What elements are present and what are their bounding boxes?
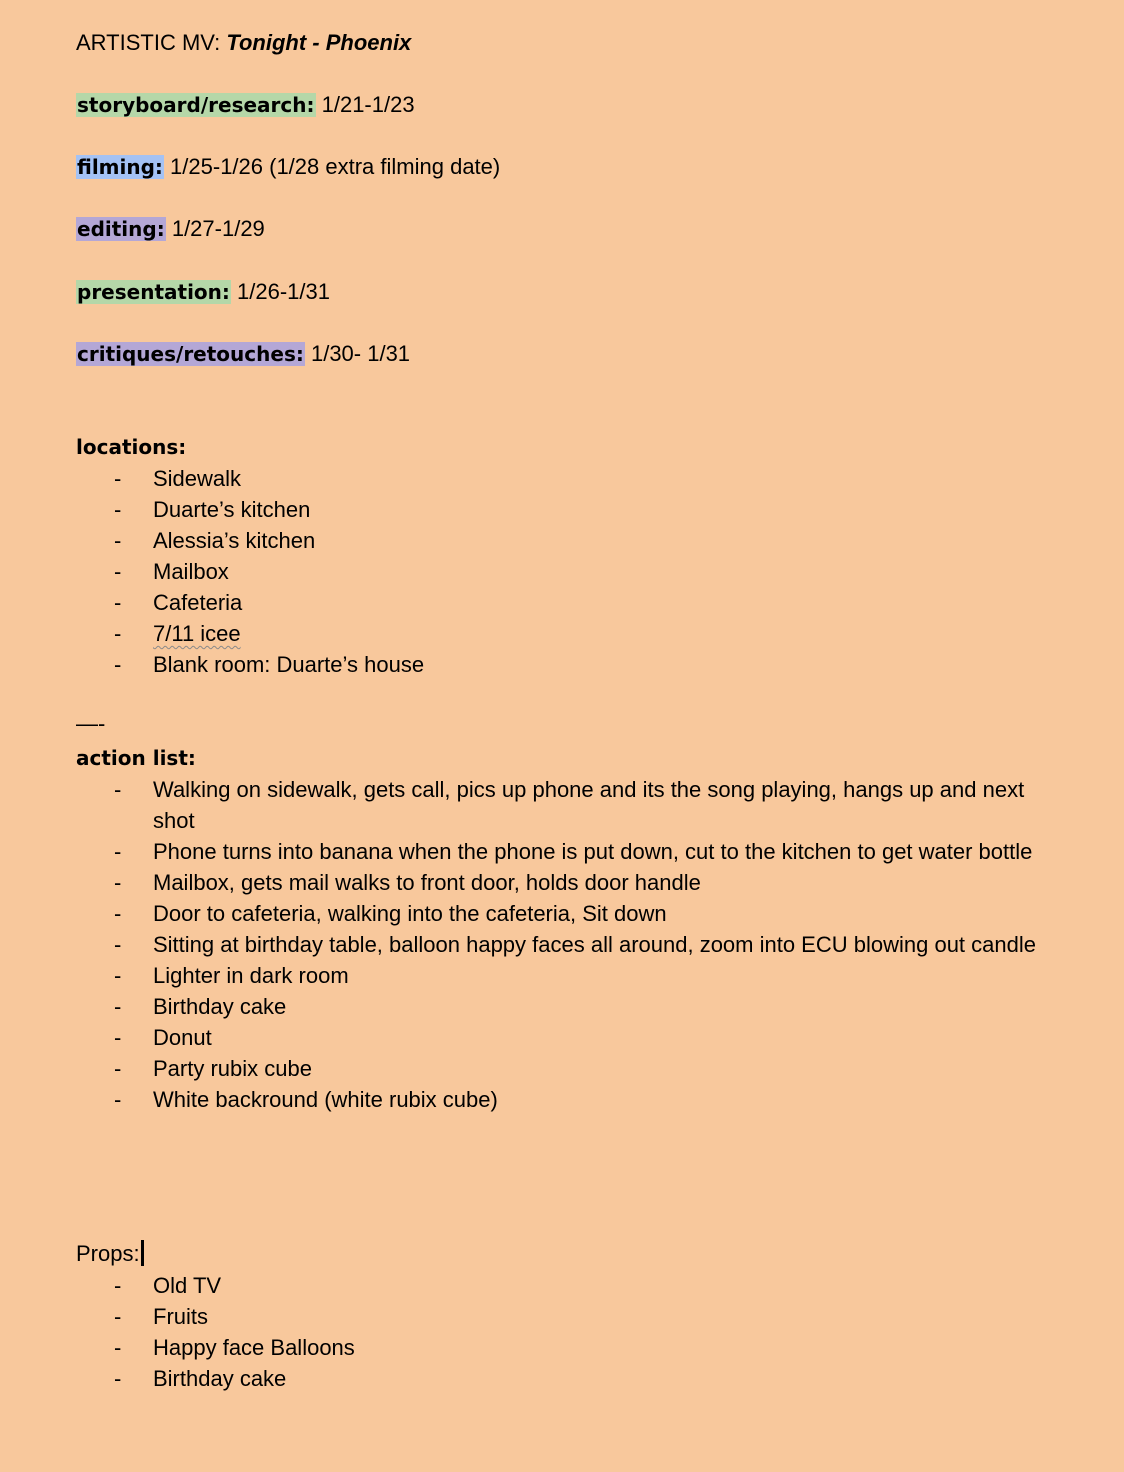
- dash-marker: -: [114, 994, 122, 1019]
- document-body[interactable]: [76, 28, 1056, 1391]
- schedule-label-critiques: critiques/retouches:: [77, 342, 304, 366]
- list-item: - Door to cafeteria, walking into the cafeteria, Sit down: [76, 898, 1056, 929]
- schedule-editing: [76, 214, 265, 244]
- list-item: - Mailbox, gets mail walks to front door, holds door handle: [76, 867, 1056, 898]
- dash-marker: -: [114, 497, 122, 522]
- props-heading-text: Props:: [76, 1241, 140, 1266]
- schedule-filming: [76, 152, 500, 182]
- schedule-dates-editing: 1/27-1/29: [165, 216, 265, 241]
- locations-list: [76, 463, 1056, 680]
- dash-marker: -: [114, 1335, 122, 1360]
- dash-marker: -: [114, 1273, 122, 1298]
- dash-marker: -: [114, 777, 122, 802]
- list-item: - Donut: [76, 1022, 1056, 1053]
- list-item: - Old TV: [76, 1270, 1056, 1301]
- props-heading: [76, 1239, 144, 1269]
- schedule-dates-storyboard: 1/21-1/23: [315, 92, 415, 117]
- schedule-dates-critiques: 1/30- 1/31: [304, 341, 411, 366]
- title-label: ARTISTIC MV:: [76, 30, 227, 55]
- list-item: [76, 618, 1056, 649]
- schedule-presentation: [76, 277, 330, 307]
- list-item: - Cafeteria: [76, 587, 1056, 618]
- dash-marker: -: [114, 652, 122, 677]
- list-item: - Happy face Balloons: [76, 1332, 1056, 1363]
- list-item: - Sidewalk: [76, 463, 1056, 494]
- props-list: [76, 1270, 1056, 1394]
- schedule-critiques: [76, 339, 410, 369]
- schedule-label-filming: filming:: [77, 155, 163, 179]
- schedule-dates-presentation: 1/26-1/31: [230, 279, 330, 304]
- list-item: - Alessia’s kitchen: [76, 525, 1056, 556]
- dash-marker: -: [114, 1025, 122, 1050]
- list-item: - Sitting at birthday table, balloon happy faces all around, zoom into ECU blowing out candle: [76, 929, 1056, 960]
- list-item: - Party rubix cube: [76, 1053, 1056, 1084]
- dash-marker: -: [114, 466, 122, 491]
- list-item: - Birthday cake: [76, 991, 1056, 1022]
- dash-marker: -: [114, 1087, 122, 1112]
- locations-heading: locations:: [76, 435, 187, 459]
- list-item: - White backround (white rubix cube): [76, 1084, 1056, 1115]
- list-item: - Lighter in dark room: [76, 960, 1056, 991]
- dash-marker: -: [114, 590, 122, 615]
- text-cursor: [141, 1240, 144, 1266]
- action-list: [76, 774, 1056, 1115]
- list-item: - Blank room: Duarte’s house: [76, 649, 1056, 680]
- dash-marker: -: [114, 621, 122, 646]
- section-divider: —-: [76, 711, 106, 736]
- dash-marker: -: [114, 528, 122, 553]
- schedule-label-editing: editing:: [77, 217, 165, 241]
- dash-marker: -: [114, 1304, 122, 1329]
- action-list-heading: action list:: [76, 746, 196, 770]
- list-item: - Phone turns into banana when the phone is put down, cut to the kitchen to get water bottle: [76, 836, 1056, 867]
- dash-marker: -: [114, 932, 122, 957]
- schedule-storyboard: [76, 90, 415, 120]
- dash-marker: -: [114, 1056, 122, 1081]
- list-item: - Birthday cake: [76, 1363, 1056, 1394]
- list-item: - Walking on sidewalk, gets call, pics up phone and its the song playing, hangs up and next shot: [76, 774, 1056, 836]
- dash-marker: -: [114, 559, 122, 584]
- list-item: - Fruits: [76, 1301, 1056, 1332]
- schedule-label-presentation: presentation:: [77, 280, 230, 304]
- list-item: - Mailbox: [76, 556, 1056, 587]
- dash-marker: -: [114, 901, 122, 926]
- schedule-dates-filming: 1/25-1/26 (1/28 extra filming date): [163, 154, 501, 179]
- dash-marker: -: [114, 870, 122, 895]
- schedule-label-storyboard: storyboard/research:: [77, 93, 315, 117]
- dash-marker: -: [114, 1366, 122, 1391]
- title-song: Tonight - Phoenix: [226, 30, 412, 55]
- spellcheck-underlined-text: 7/11 icee: [153, 621, 241, 646]
- list-item: - Duarte’s kitchen: [76, 494, 1056, 525]
- document-title: [76, 28, 1056, 58]
- dash-marker: -: [114, 963, 122, 988]
- dash-marker: -: [114, 839, 122, 864]
